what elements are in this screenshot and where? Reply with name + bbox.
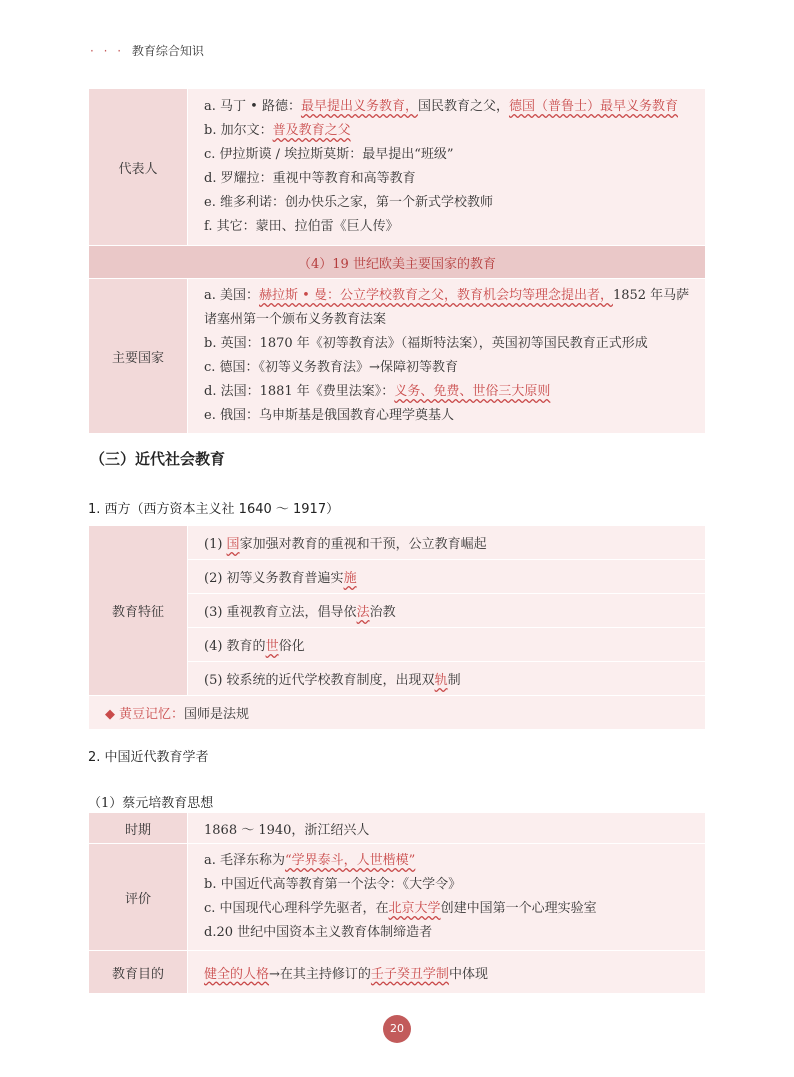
rep-item-b [204,119,697,143]
rep-item-a [204,95,697,119]
subheading-west: 1. 西方（西方资本主义社 1640 ～ 1917） [88,502,340,517]
feature-5-rest: 制 [447,673,461,688]
rep-content [188,89,706,246]
feature-2-num: (2) 初等义务教育普遍实 [204,571,344,586]
eval-a-hl: “学界泰斗，人世楷模” [285,853,416,868]
feature-1-hl: 国 [226,537,240,552]
country-d-hl: 义务、免费、世俗三大原则 [394,384,551,399]
country-item-e: e. 俄国：乌申斯基是俄国教育心理学奠基人 [204,408,454,423]
feature-item [188,628,706,662]
rep-a-pre: a. 马丁 • 路德： [204,99,301,114]
rep-item-d: d. 罗耀拉：重视中等教育和高等教育 [204,171,416,186]
rep-label: 代表人 [89,89,188,246]
eval-c-pre: c. 中国现代心理科学先驱者，在 [204,901,389,916]
country-item-c: c. 德国：《初等义务教育法》→保障初等教育 [204,360,458,375]
feature-item [188,594,706,628]
eval-item-d: d.20 世纪中国资本主义教育体制缔造者 [204,925,433,940]
representatives-table [88,88,706,434]
eval-content [188,844,706,951]
aim-hl1: 健全的人格 [204,966,270,982]
aim-post: 中体现 [448,966,488,982]
country-content [188,279,706,434]
feature-4-num: (4) 教育的 [204,639,266,654]
country-label: 主要国家 [89,279,188,434]
page-number: 20 [383,1015,411,1043]
period-label: 时期 [89,813,188,844]
eval-item-c [204,897,697,921]
eval-c-post: 创建中国第一个心理实验室 [440,901,597,916]
page-header [90,42,204,59]
feature-5-hl: 轨 [434,673,448,688]
country-d-pre: d. 法国：1881 年《费里法案》： [204,384,395,399]
rep-item-c: c. 伊拉斯谟 / 埃拉斯莫斯：最早提出“班级” [204,147,454,162]
feature-5-num: (5) 较系统的近代学校教育制度，出现双 [204,673,435,688]
feature-item [188,560,706,594]
memo-text: 国师是法规 [184,707,250,722]
subheading-cai: （1）蔡元培教育思想 [88,796,214,811]
aim-hl2: 壬子癸丑学制 [370,966,449,982]
country-a-hl: 赫拉斯 • 曼：公立学校教育之父，教育机会均等理念提出者， [259,288,613,303]
diamond-icon: ◆ [105,707,115,722]
header-dots: · · · [90,44,125,58]
feature-1-num: (1) [204,537,227,552]
eval-c-hl: 北京大学 [388,901,441,916]
period-value: 1868 ～ 1940，浙江绍兴人 [188,813,706,844]
feature-1-rest: 家加强对教育的重视和干预，公立教育崛起 [239,537,487,552]
rep-b-pre: b. 加尔文： [204,123,273,138]
cai-table [88,812,706,994]
country-a-post: 1852 年马萨诸塞州第一个颁布义务教育法案 [204,288,690,327]
country-a-pre: a. 美国： [204,288,260,303]
features-label: 教育特征 [89,526,188,696]
feature-3-hl: 法 [356,605,370,620]
rep-item-e: e. 维多利诺：创办快乐之家，第一个新式学校教师 [204,195,493,210]
eval-item-b: b. 中国近代高等教育第一个法令：《大学令》 [204,877,462,892]
section-heading-modern: （三）近代社会教育 [90,450,226,468]
memory-tip [89,696,706,730]
rep-a-hl1: 最早提出义务教育， [300,99,418,114]
feature-4-rest: 俗化 [278,639,305,654]
eval-a-pre: a. 毛泽东称为 [204,853,286,868]
feature-2-hl: 施 [343,571,357,586]
feature-3-num: (3) 重视教育立法，倡导依 [204,605,357,620]
eval-item-a [204,849,697,873]
feature-item [188,662,706,696]
aim-content [188,951,706,994]
rep-a-mid: 国民教育之父， [417,99,509,114]
header-title: 教育综合知识 [131,44,204,58]
rep-a-hl2: 德国（普鲁士）最早义务教育 [508,99,678,114]
eval-label: 评价 [89,844,188,951]
rep-item-f: f. 其它：蒙田、拉伯雷《巨人传》 [204,219,399,234]
features-table [88,525,706,730]
aim-label: 教育目的 [89,951,188,994]
section-title-19c: （4）19 世纪欧美主要国家的教育 [89,246,706,279]
country-item-d [196,380,697,404]
feature-4-hl: 世 [265,639,279,654]
aim-mid: →在其主持修订的 [269,966,371,982]
feature-item [188,526,706,560]
country-item-b: b. 英国：1870 年《初等教育法》（福斯特法案），英国初等国民教育正式形成 [204,336,648,351]
feature-3-rest: 治教 [369,605,396,620]
rep-b-hl1: 普及教育之父 [272,123,351,138]
country-item-a [196,284,697,332]
subheading-china: 2. 中国近代教育学者 [88,750,209,765]
memo-label: 黄豆记忆： [119,707,185,722]
